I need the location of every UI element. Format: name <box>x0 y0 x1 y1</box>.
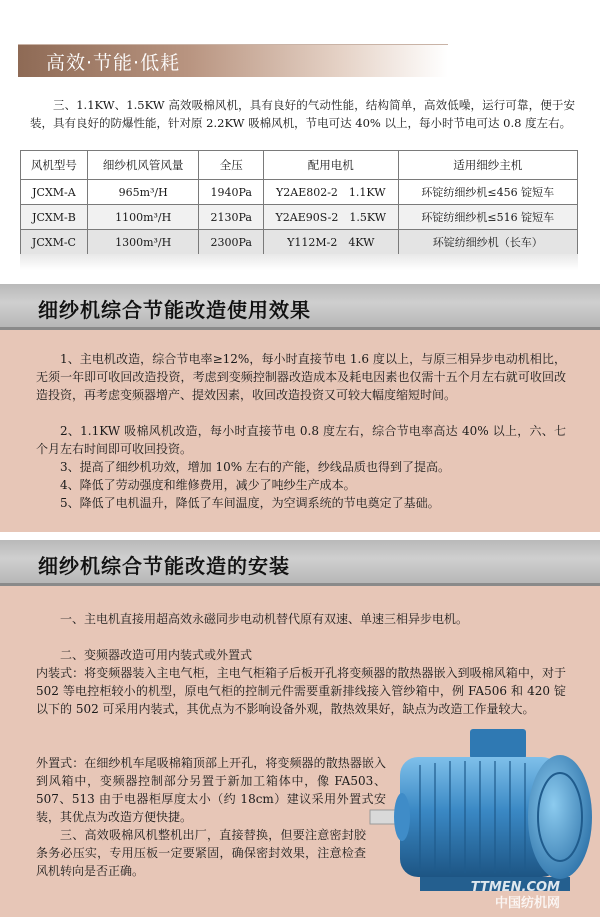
effects-paragraph-1: 1、主电机改造，综合节电率≥12%，每小时直接节电 1.6 度以上，与原三相异步电动机相比，无须一年即可收回改造投资，考虑到变频控制器改造成本及耗电因素也仅需十五个月左右就可收回改造投资，再考虑变频器增产、提效因素，收回改造投资又可较大幅度缩短时间。 <box>36 352 566 402</box>
table-row <box>21 180 578 205</box>
watermark-text: TTMEN.COM <box>470 880 560 895</box>
table-cell: Y2AE90S-2 1.5KW <box>264 205 398 230</box>
table-header-row <box>21 151 578 180</box>
table-cell: Y112M-2 4KW <box>264 230 398 255</box>
table-cell: JCXM-B <box>21 205 88 230</box>
title-banner <box>18 44 448 77</box>
install-paragraph-2: 二、变频器改造可用内装式或外置式 <box>60 648 253 662</box>
table-cell: 1300m³/H <box>87 230 199 255</box>
table-cell: Y2AE802-2 1.1KW <box>264 180 398 205</box>
table-row <box>21 205 578 230</box>
install-paragraph-1: 一、主电机直接用超高效永磁同步电动机替代原有双速、单速三相异步电机。 <box>60 612 469 626</box>
banner-title: 高效·节能·低耗 <box>46 52 181 74</box>
table-header: 风机型号 <box>21 151 88 180</box>
table-shadow <box>20 254 578 270</box>
section-title: 细纱机综合节能改造使用效果 <box>38 298 311 322</box>
table-header: 配用电机 <box>264 151 398 180</box>
intro-paragraph: 三、1.1KW、1.5KW 高效吸棉风机，具有良好的气动性能，结构简单，高效低噪，运行可靠，便于安装，具有良好的防爆性能，针对原 2.2KW 吸棉风机，节电可达 40% 以上，每小时节电可达 0.8 度左右。 <box>30 98 575 130</box>
table-header: 适用细纱主机 <box>398 151 577 180</box>
install-paragraph-5: 三、高效吸棉风机整机出厂，直接替换，但要注意密封胶条务必压实，专用压板一定要紧固，确保密封效果，注意检查风机转向是否正确。 <box>36 828 366 878</box>
table-cell: 965m³/H <box>87 180 199 205</box>
section-body-install <box>0 586 600 917</box>
install-paragraph-4: 外置式：在细纱机车尾吸棉箱顶部上开孔，将变频器的散热器嵌入到风箱中，变频器控制部分另置于新加工箱体中，像 FA503、507、513 由于电器柜厚度太小（约 18cm）建议采用外置式安装，其优点为改造方便快捷。 <box>36 756 386 824</box>
table-header: 全压 <box>199 151 264 180</box>
section-header-install <box>0 540 600 586</box>
effects-paragraph-5: 5、降低了电机温升，降低了车间温度，为空调系统的节电奠定了基础。 <box>60 496 440 510</box>
table-cell: 环锭纺细纱机≤516 锭短车 <box>398 205 577 230</box>
table-header: 细纱机风管风量 <box>87 151 199 180</box>
table-cell: 1940Pa <box>199 180 264 205</box>
table-cell: JCXM-A <box>21 180 88 205</box>
table-cell: 1100m³/H <box>87 205 199 230</box>
section-header-effects <box>0 284 600 330</box>
effects-paragraph-4: 4、降低了劳动强度和维修费用，减少了吨纱生产成本。 <box>60 478 356 492</box>
section-title: 细纱机综合节能改造的安装 <box>38 554 290 578</box>
effects-paragraph-3: 3、提高了细纱机功效，增加 10% 左右的产能，纱线品质也得到了提高。 <box>60 460 450 474</box>
table-cell: 2300Pa <box>199 230 264 255</box>
spec-table <box>20 150 578 255</box>
table-cell: 环锭纺细纱机（长车） <box>398 230 577 255</box>
effects-paragraph-2: 2、1.1KW 吸棉风机改造，每小时直接节电 0.8 度左右，综合节电率高达 40% 以上，六、七个月左右时间即可收回投资。 <box>36 424 566 456</box>
section-body-effects <box>0 330 600 532</box>
install-paragraph-3: 内装式：将变频器装入主电气柜，主电气柜箱子后板开孔将变频器的散热器嵌入到吸棉风箱中，对于 502 等电控柜较小的机型，原电气柜的控制元件需要重新排线接入管纱箱中，例 FA506 和 420 锭以下的 502 可采用内装式，其优点为不影响设备外观，散热效果好，缺点为改造工作量较大。 <box>36 666 566 716</box>
table-cell: JCXM-C <box>21 230 88 255</box>
table-row <box>21 230 578 255</box>
table-cell: 2130Pa <box>199 205 264 230</box>
watermark-text: 中国纺机网 <box>494 896 560 911</box>
table-cell: 环锭纺细纱机≤456 锭短车 <box>398 180 577 205</box>
